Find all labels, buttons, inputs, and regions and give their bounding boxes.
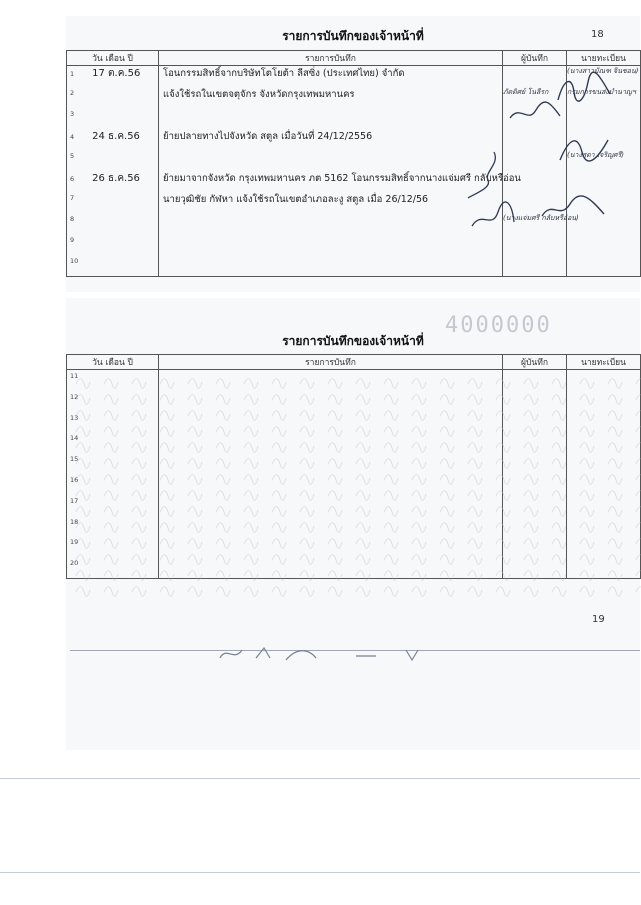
row-number: 20 xyxy=(70,559,79,568)
registrar-signature-name: กรมการขนส่งบำนาญฯ xyxy=(567,88,636,96)
registrar-cell xyxy=(567,234,641,255)
entry-cell xyxy=(159,192,503,213)
entry-cell xyxy=(159,171,521,192)
entry-cell xyxy=(159,108,503,129)
column-header-date: วัน เดือน ปี xyxy=(67,355,159,370)
entry-text: ย้ายมาจากจังหวัด กรุงเทพมหานคร ภต 5162 โอนกรรมสิทธิ์จากนางแจ่มศรี กลับหรือ่อน xyxy=(163,173,521,184)
entry-text: ย้ายปลายทางไปจังหวัด สตูล เมื่อวันที่ 24/12/2556 xyxy=(163,131,373,142)
entry-cell xyxy=(159,66,503,88)
signature-scribble xyxy=(464,150,504,200)
date-cell xyxy=(67,192,159,213)
entry-date: 17 ต.ค.56 xyxy=(92,68,141,79)
table-row xyxy=(67,234,641,255)
entry-date xyxy=(78,255,96,266)
row-number: 7 xyxy=(70,194,75,202)
entry-date: 26 ธ.ค.56 xyxy=(92,173,140,184)
faded-stamp-remnant xyxy=(216,644,456,664)
signature-scribble xyxy=(508,100,562,126)
registrar-cell xyxy=(567,108,641,129)
recorder-cell xyxy=(503,234,567,255)
date-cell xyxy=(67,129,159,150)
entry-text: โอนกรรมสิทธิ์จากบริษัทโตโยต้า ลีสซิ่ง (ประเทศไทย) จำกัด xyxy=(163,68,405,79)
entry-date xyxy=(74,150,92,161)
recorder-signature-name: ภัตติศย์ โนลีรก xyxy=(503,88,549,96)
entry-cell xyxy=(159,87,503,108)
registrar-cell xyxy=(567,171,641,192)
date-cell xyxy=(67,213,159,234)
table-row xyxy=(67,171,641,192)
row-number: 12 xyxy=(70,392,79,401)
column-header-date: วัน เดือน ปี xyxy=(67,51,159,66)
entry-cell xyxy=(159,234,503,255)
column-header-recorder: ผู้บันทึก xyxy=(503,51,567,66)
column-header-entry: รายการบันทึก xyxy=(159,355,503,370)
page-edge-line xyxy=(0,872,640,873)
signature-scribble xyxy=(556,134,612,164)
row-number: 1 xyxy=(70,70,75,78)
entry-date xyxy=(74,108,92,119)
entry-cell xyxy=(159,213,503,234)
registrar-cell xyxy=(567,255,641,277)
table-row xyxy=(67,255,641,277)
ghost-number: 4000000 xyxy=(445,313,552,338)
row-number: 6 xyxy=(70,175,75,183)
row-number: 10 xyxy=(70,257,79,265)
row-number: 8 xyxy=(70,215,75,223)
row-number: 14 xyxy=(70,434,79,443)
date-cell xyxy=(67,234,159,255)
row-number: 9 xyxy=(70,236,75,244)
row-number: 13 xyxy=(70,413,79,422)
table-row xyxy=(67,150,641,171)
page-title: รายการบันทึกของเจ้าหน้าที่ xyxy=(282,29,424,43)
date-cell xyxy=(67,87,159,108)
row-number: 17 xyxy=(70,496,79,505)
date-cell xyxy=(67,150,159,171)
entry-date: 24 ธ.ค.56 xyxy=(92,131,140,142)
signature-scribble xyxy=(540,196,606,222)
row-number: 11 xyxy=(70,372,79,380)
row-number: 16 xyxy=(70,475,79,484)
column-header-registrar: นายทะเบียน xyxy=(567,51,641,66)
signature-scribble xyxy=(554,72,614,106)
row-number: 5 xyxy=(70,152,75,160)
row-number: 4 xyxy=(70,133,75,141)
entry-date xyxy=(74,213,92,224)
recorder-signature-name: (นางแจ่มศรี กลับหรือ่อน) xyxy=(503,214,579,222)
entry-cell xyxy=(159,255,503,277)
entry-date xyxy=(74,234,92,245)
entry-cell xyxy=(159,150,503,171)
signature-scribble xyxy=(468,196,518,232)
page-edge-line xyxy=(0,778,640,779)
registrar-signature-name: (นางสุดา เจริญศรี) xyxy=(567,151,624,159)
page-number: 18 xyxy=(591,29,604,40)
registrar-signature-name: (นางสาวมัณฑ จินชอน) xyxy=(567,67,639,75)
row-number: 2 xyxy=(70,89,75,97)
column-header-recorder: ผู้บันทึก xyxy=(503,355,567,370)
date-cell xyxy=(67,255,159,277)
date-cell xyxy=(67,171,159,192)
paper-security-pattern xyxy=(66,372,640,594)
page-number: 19 xyxy=(592,614,605,625)
row-number: 18 xyxy=(70,517,79,526)
row-number: 3 xyxy=(70,110,75,118)
row-number: 19 xyxy=(70,538,79,547)
table-row xyxy=(67,129,641,150)
column-header-entry: รายการบันทึก xyxy=(159,51,503,66)
row-number: 15 xyxy=(70,455,79,464)
entry-date xyxy=(74,192,92,203)
entry-text: แจ้งใช้รถในเขตจตุจักร จังหวัดกรุงเทพมหานคร xyxy=(163,89,355,100)
entry-cell xyxy=(159,129,503,150)
column-header-registrar: นายทะเบียน xyxy=(567,355,641,370)
page-title: รายการบันทึกของเจ้าหน้าที่ xyxy=(282,334,424,348)
entry-date xyxy=(74,87,92,98)
entry-text: นายวุฒิชัย กัฬหา แจ้งใช้รถในเขตอำเภอละงู สตูล เมื่อ 26/12/56 xyxy=(163,194,429,205)
date-cell xyxy=(67,108,159,129)
recorder-cell xyxy=(503,255,567,277)
date-cell xyxy=(67,66,159,88)
